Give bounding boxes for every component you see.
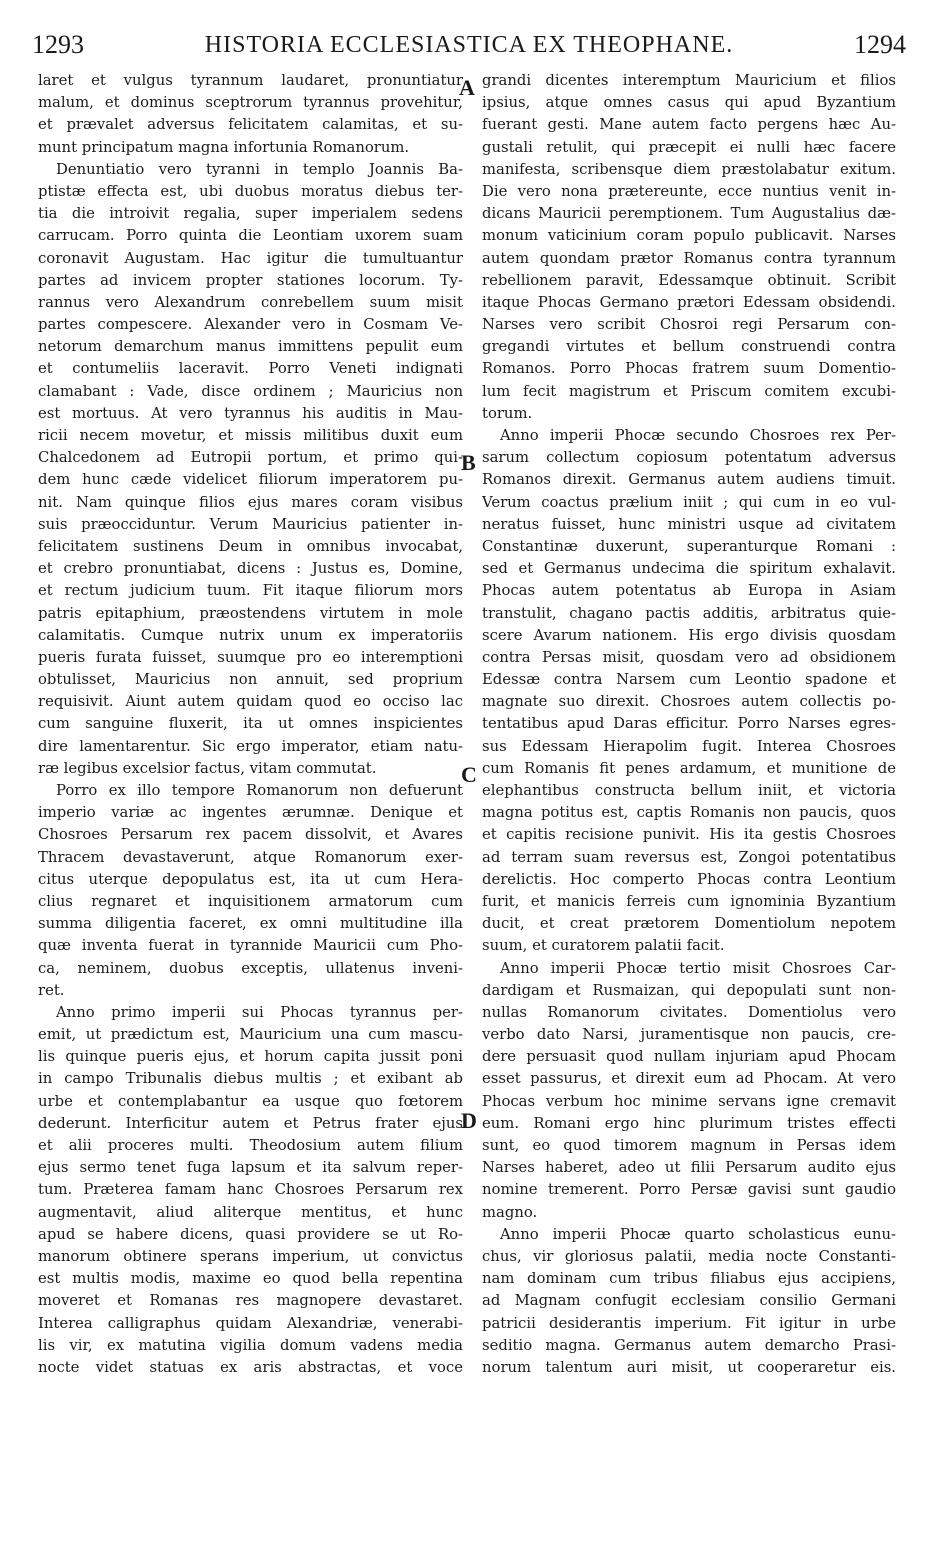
margin-marker-a: A [459, 75, 475, 100]
text-line: moveret et Romanas res magnopere devastaret. [38, 1292, 463, 1310]
text-line: clamabant : Vade, disce ordinem ; Mauricius non [38, 382, 463, 400]
text-line: nam dominam cum tribus filiabus ejus accipiens, [482, 1270, 896, 1288]
text-line: quæ inventa fuerat in tyrannide Mauricii cum Pho- [38, 937, 463, 955]
text-line: rebellionem paravit, Edessamque obtinuit. Scribit [482, 271, 896, 289]
text-line: Die vero nona prætereunte, ecce nuntius venit in- [482, 182, 896, 200]
text-line: grandi dicentes interemptum Mauricium et filios [482, 72, 896, 89]
text-line: chus, vir gloriosus palatii, media nocte Constanti- [482, 1247, 896, 1265]
text-line: apud se habere dicens, quasi providere se ut Ro- [38, 1225, 463, 1243]
text-line: dederunt. Interficitur autem et Petrus frater ejus [38, 1114, 463, 1132]
text-line: nocte videt statuas ex aris abstractas, et voce [38, 1358, 463, 1376]
text-line: est multis modis, maxime eo quod bella repentina [38, 1270, 463, 1288]
text-line: tum. Præterea famam hanc Chosroes Persarum rex [38, 1181, 463, 1199]
text-line: urbe et contemplabantur ea usque quo fœtorem [38, 1092, 463, 1110]
text-line: tentatibus apud Daras efficitur. Porro Narses egres- [482, 715, 896, 733]
margin-marker-d: D [461, 1108, 477, 1133]
text-line: dardigam et Rusmaizan, qui depopulati sunt non- [482, 981, 896, 999]
text-line: Narses vero scribit Chosroi regi Persarum con- [482, 316, 896, 334]
running-title: HISTORIA ECCLESIASTICA EX THEOPHANE. [204, 32, 734, 58]
text-line: Narses haberet, adeo ut filii Persarum audito ejus [482, 1159, 896, 1177]
text-line: summa diligentia faceret, ex omni multitudine illa [38, 915, 463, 933]
text-line: et capitis recisione punivit. His ita gestis Chosroes [482, 826, 896, 844]
text-line: seditio magna. Germanus autem demarcho Prasi- [482, 1336, 896, 1354]
text-line: ipsius, atque omnes casus qui apud Byzantium [482, 94, 896, 112]
left-column [38, 70, 463, 1379]
text-line: contra Persas misit, quosdam vero ad obsidionem [482, 648, 896, 666]
text-line: gustali retulit, qui præcepit ei nulli hæc facere [482, 138, 896, 156]
text-line: suis præocciduntur. Verum Mauricius patienter in- [38, 515, 463, 533]
text-line: patris epitaphium, præostendens virtutem in mole [38, 604, 463, 622]
text-line: patricii desiderantis imperium. Fit igitur in urbe [482, 1314, 896, 1332]
text-line: Romanos direxit. Germanus autem audiens timuit. [482, 471, 896, 489]
text-line: cum Romanis fit penes ardamum, et munitione de [482, 759, 896, 777]
running-header [24, 30, 914, 64]
text-line: Chosroes Persarum rex pacem dissolvit, et Avares [38, 826, 463, 844]
text-line: elephantibus constructa bellum iniit, et victoria [482, 782, 896, 799]
right-column [482, 70, 896, 1379]
text-line: emit, ut prædictum est, Mauricium una cum mascu- [38, 1026, 463, 1044]
text-line: augmentavit, aliud aliterque mentitus, et hunc [38, 1203, 463, 1221]
text-line: Anno imperii Phocæ quarto scholasticus eunu- [500, 1225, 896, 1243]
text-line: ad terram suam reversus est, Zongoi potentatibus [482, 848, 896, 866]
text-line: sus Edessam Hierapolim fugit. Interea Chosroes [482, 737, 896, 755]
text-line: nomine tremerent. Porro Persæ gavisi sunt gaudio [482, 1181, 896, 1199]
text-line: monum vaticinium coram populo publicavit. Narses [482, 227, 896, 245]
text-line: in campo Tribunalis diebus multis ; et exibant ab [38, 1070, 463, 1088]
text-line: est mortuus. At vero tyrannus his auditis in Mau- [38, 404, 463, 422]
text-line: ejus sermo tenet fuga lapsum et ita salvum reper- [38, 1159, 463, 1177]
text-line: dere persuasit quod nullam injuriam apud Phocam [482, 1048, 896, 1066]
text-line: Anno primo imperii sui Phocas tyrannus per- [56, 1003, 463, 1021]
text-line: magno. [482, 1203, 538, 1221]
text-line: dicans Mauricii peremptionem. Tum Augustalius dæ- [482, 205, 896, 223]
text-line: norum talentum auri misit, ut cooperaretur eis. [482, 1358, 896, 1376]
text-line: ret. [38, 981, 65, 999]
text-line: Edessæ contra Narsem cum Leontio spadone et [482, 671, 896, 689]
text-line: transtulit, chagano pactis additis, arbitratus quie- [482, 604, 896, 622]
text-line: imperio variæ ac ingentes ærumnæ. Denique et [38, 804, 463, 822]
text-line: Chalcedonem ad Eutropii portum, et primo qui- [38, 449, 463, 467]
text-line: fuerant gesti. Mane autem facto pergens hæc Au- [482, 116, 896, 134]
text-line: malum, et dominus sceptrorum tyrannus provehitur, [38, 94, 463, 112]
text-line: Romanos. Porro Phocas fratrem suum Domentio- [482, 360, 896, 378]
text-line: neratus fuisset, hunc ministri usque ad civitatem [482, 515, 896, 533]
text-line: ricii necem movetur, et missis militibus duxit eum [38, 427, 463, 444]
text-line: laret et vulgus tyrannum laudaret, pronuntiatur [38, 72, 463, 89]
text-line: magna potitus est, captis Romanis non paucis, quos [482, 804, 896, 822]
text-line: Denuntiatio vero tyranni in templo Joannis Ba- [56, 160, 463, 178]
text-line: Phocas autem potentatus ab Europa in Asiam [482, 582, 896, 600]
text-line: dem hunc cæde videlicet filiorum imperatorem pu- [38, 471, 463, 489]
text-line: partes ad invicem propter stationes locorum. Ty- [38, 271, 463, 289]
text-line: ducit, et creat prætorem Domentiolum nepotem [482, 915, 896, 933]
text-line: Thracem devastaverunt, atque Romanorum exer- [38, 848, 463, 866]
text-line: eum. Romani ergo hinc plurimum tristes effecti [482, 1114, 896, 1132]
text-line: derelictis. Hoc comperto Phocas contra Leontium [482, 870, 896, 888]
text-line: Anno imperii Phocæ tertio misit Chosroes Car- [500, 959, 896, 977]
text-line: sarum collectum copiosum potentatum adversus [482, 449, 896, 467]
text-line: Verum coactus prælium iniit ; qui cum in eo vul- [482, 493, 896, 511]
text-line: itaque Phocas Germano prætori Edessam obsidendi. [482, 293, 896, 311]
text-line: carrucam. Porro quinta die Leontiam uxorem suam [38, 227, 463, 245]
text-line: pueris furata fuisset, suumque pro eo interemptioni [38, 648, 463, 666]
text-line: suum, et curatorem palatii facit. [482, 937, 725, 955]
text-line: ca, neminem, duobus exceptis, ullatenus inveni- [38, 959, 463, 977]
text-line: lum fecit magistrum et Priscum comitem excubi- [482, 382, 896, 400]
text-line: Phocas verbum hoc minime servans igne cremavit [482, 1092, 896, 1110]
text-line: ad Magnam confugit ecclesiam consilio Germani [482, 1292, 896, 1310]
page-number-left: 1293 [32, 30, 84, 59]
text-line: netorum demarchum manus immittens pepulit eum [38, 338, 463, 356]
text-line: nullas Romanorum civitates. Domentiolus vero [482, 1003, 896, 1021]
text-line: citus uterque depopulatus est, ita ut cum Hera- [38, 870, 463, 888]
text-line: sed et Germanus undecima die spiritum exhalavit. [482, 560, 896, 578]
text-line: Constantinæ duxerunt, superanturque Romani : [482, 537, 896, 555]
margin-marker-b: B [461, 450, 476, 475]
text-line: nit. Nam quinque filios ejus mares coram visibus [38, 493, 463, 511]
text-line: lis quinque pueris ejus, et horum capita jussit poni [38, 1048, 463, 1066]
text-line: dire lamentarentur. Sic ergo imperator, etiam natu- [38, 737, 463, 755]
text-line: lis vir, ex matutina vigilia domum vadens media [38, 1336, 463, 1354]
text-line: requisivit. Aiunt autem quidam quod eo occiso lac [38, 693, 463, 711]
text-line: furit, et manicis ferreis cum ignominia Byzantium [482, 892, 896, 910]
text-line: munt principatum magna infortunia Romanorum. [38, 138, 410, 156]
text-line: manorum obtinere sperans imperium, ut convictus [38, 1247, 463, 1265]
text-line: tia die introivit regalia, super imperialem sedens [38, 205, 463, 223]
text-line: clius regnaret et inquisitionem armatorum cum [38, 892, 463, 910]
text-line: et rectum judicium tuum. Fit itaque filiorum mors [38, 582, 463, 600]
text-line: gregandi virtutes et bellum construendi contra [482, 338, 896, 356]
text-line: ptistæ effecta est, ubi duobus moratus diebus ter- [38, 182, 463, 200]
text-line: rannus vero Alexandrum conrebellem suum misit [38, 293, 463, 311]
text-line: ræ legibus excelsior factus, vitam commutat. [38, 759, 377, 777]
text-line: scere Avarum nationem. His ergo divisis quosdam [482, 626, 896, 644]
text-line: coronavit Augustam. Hac igitur die tumultuantur [38, 249, 463, 267]
text-line: et alii proceres multi. Theodosium autem filium [38, 1137, 463, 1154]
text-line: cum sanguine fluxerit, ita ut omnes inspicientes [38, 715, 463, 733]
text-line: obtulisset, Mauricius non annuit, sed proprium [38, 671, 463, 689]
text-line: Anno imperii Phocæ secundo Chosroes rex Per- [500, 427, 896, 444]
text-line: et prævalet adversus felicitatem calamitas, et su- [38, 116, 463, 134]
margin-marker-c: C [461, 762, 477, 787]
text-line: autem quondam prætor Romanus contra tyrannum [482, 249, 896, 267]
text-line: magnate suo direxit. Chosroes autem collectis po- [482, 693, 896, 711]
text-line: manifesta, scribensque diem præstolabatur exitum. [482, 160, 896, 178]
text-line: torum. [482, 404, 533, 422]
text-line: calamitatis. Cumque nutrix unum ex imperatoriis [38, 626, 463, 644]
text-line: verbo dato Narsi, juramentisque non paucis, cre- [482, 1026, 896, 1044]
text-line: Porro ex illo tempore Romanorum non defuerunt [56, 782, 463, 799]
text-line: et contumeliis laceravit. Porro Veneti indignati [38, 360, 463, 378]
text-line: felicitatem sustinens Deum in omnibus invocabat, [38, 537, 463, 555]
text-line: Interea calligraphus quidam Alexandriæ, venerabi- [38, 1314, 463, 1332]
text-line: partes compescere. Alexander vero in Cosmam Ve- [38, 316, 463, 334]
text-line: esset passurus, et direxit eum ad Phocam. At vero [482, 1070, 896, 1088]
text-line: sunt, eo quod timorem magnum in Persas idem [482, 1137, 896, 1154]
text-line: et crebro pronuntiabat, dicens : Justus es, Domine, [38, 560, 463, 578]
page-number-right: 1294 [854, 30, 906, 59]
